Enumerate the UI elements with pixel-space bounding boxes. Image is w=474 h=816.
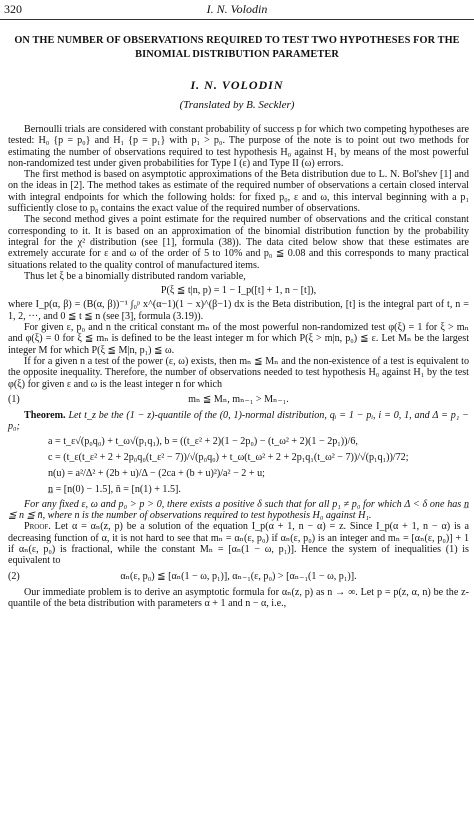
proof	[8, 521, 469, 566]
paragraph-test: For given ε, p₀ and n the critical constant mₙ of the most powerful non-randomized test φ(ξ) = 1 for ξ > mₙ and φ(ξ) = 0 for ξ ≦ mₙ is defined to be the least integer m for which P(ξ > m|n, p₀) ≦ ε. Let Mₙ be the largest integer M for which P(ξ ≦ M|n, p₁) ≦ ω.	[8, 322, 469, 356]
paragraph-final: Our immediate problem is to derive an asymptotic formula for αₙ(z, p) as n → ∞. Let p = p(z, α, n) be the z-quantile of the beta distribution with parameters α + 1 and n − α, i.e.,	[8, 586, 469, 610]
theorem-label: Theorem.	[24, 410, 66, 422]
article-author: I. N. VOLODIN	[190, 78, 284, 92]
theorem-text: Let t_z be the (1 − z)-quantile of the (0, 1)-normal distribution, qᵢ = 1 − pᵢ, i = 0, 1, and Δ = p₁ − p₀;	[8, 410, 469, 433]
equation-text: mₙ ≦ Mₙ, mₙ₋₁ > Mₙ₋₁.	[188, 393, 289, 405]
formula-bounds: n̲ = [n(0) − 1.5], n̄ = [n(1) + 1.5].	[48, 483, 181, 495]
running-header	[4, 2, 470, 18]
equation-number: (1)	[8, 393, 20, 405]
theorem-continuation: For any fixed ε, ω and p₀ > p > 0, there exists a positive δ such that for all p₁ ≠ p₀ for which Δ < δ one has n̲ ≦ n ≦ n̄, where n is the number of observations required to test hypothesis H₀ against H₁.	[8, 498, 469, 522]
equation-2	[8, 571, 469, 582]
equation-1	[8, 394, 469, 405]
translator-note: (Translated by B. Seckler)	[179, 99, 295, 111]
proof-text: Let α = αₙ(z, p) be a solution of the equation I_p(α + 1, n − α) = z. Since I_p(α + 1, n − α) is a decreasing function of α, it is not hard to see that mₙ = αₙ(ε, p₀) if αₙ(ε, p₀) is an integer and mₙ = [αₙ(ε, p₀)] + 1 if αₙ(ε, p₀) is fractional, while the constant Mₙ = [αₙ(1 − ω, p₁)]. Hence the system of inequalities (1) is equivalent to	[8, 521, 469, 567]
paragraph-second-method: The second method gives a point estimate for the required number of observations and the critical constant corresponding to it. It is based on an approximation of the binomial distribution function by the probability integral for the χ² distribution (see [1], formula (38)). The data cited below show that these estimates are extremely accurate for ε and ω of the order of 5 to 10% and p₀ ≦ 0.08 and this corresponds to many practical situations related to the quality control of manufactured items.	[8, 214, 469, 271]
paragraph-binomial: Thus let ξ be a binomially distributed random variable,	[24, 270, 246, 282]
paragraph-intro: Bernoulli trials are considered with constant probability of success p for which two competing hypotheses are tested: H₀ {p = p₀} and H₁ {p = p₁} with p₁ > p₀. The purpose of the note is to point out two methods for estimating the number of observations required to test hypothesis H₀ against H₁ by means of the most powerful non-randomized test under given probabilities for Type I (ε) and Type II (ω) errors.	[8, 124, 469, 169]
paragraph-power: If for a given n a test of the power (ε, ω) exists, then mₙ ≦ Mₙ and the non-existence of a test is equivalent to the opposite inequality. Therefore, the number of observations needed to test hypothesis H₀ against H₁ by the test φ(ξ) for given ε and ω is the least integer n for which	[8, 355, 469, 390]
equation-number: (2)	[8, 570, 20, 582]
header-rule	[0, 19, 474, 20]
formula-a-b: a = t_ε√(p₀q₀) + t_ω√(p₁q₁), b = ((t_ε² + 2)(1 − 2p₀) − (t_ω² + 2)(1 − 2p₁))/6,	[48, 435, 358, 447]
theorem	[8, 410, 469, 433]
page-number: 320	[4, 2, 22, 16]
equation-binomial: P(ξ ≦ t|n, p) = 1 − I_p([t] + 1, n − [t]),	[160, 285, 317, 297]
formula-n-u: n(u) = a²/Δ² + (2b + u)/Δ − (2ca + (b + u)²)/a² − 2 + u;	[48, 467, 265, 479]
article-body	[8, 124, 469, 609]
formula-c: c = (t_ε(t_ε² + 2 + 2p₀q₀(t_ε² − 7))/√(p₀q₀) + t_ω(t_ω² + 2 + 2p₁q₁(t_ω² − 7))/√(p₁q₁))/72;	[48, 451, 409, 463]
paragraph-first-method: The first method is based on asymptotic approximations of the Beta distribution due to L. N. Bol'shev [1] and on the ideas in [2]. The method takes as estimate of the required number of observations a certain closed interval with integral endpoints for which the following holds: for fixed p₀, ε and ω, this interval beginning with a p₁ sufficiently close to p₀ contains the exact value of the required number of observations.	[8, 169, 469, 215]
equation-text: αₙ(ε, p₀) ≦ [αₙ(1 − ω, p₁)], αₙ₋₁(ε, p₀) > [αₙ₋₁(1 − ω, p₁)].	[120, 570, 357, 582]
article-title: ON THE NUMBER OF OBSERVATIONS REQUIRED TO TEST TWO HYPOTHESES FOR THE BINOMIAL DISTRIBUTION PARAMETER	[14, 35, 460, 60]
running-head-author: I. N. Volodin	[206, 2, 268, 16]
proof-label: Proof.	[24, 521, 51, 533]
paragraph-where: where I_p(α, β) = (B(α, β))⁻¹ ∫₀ᵖ x^(α−1)(1 − x)^(β−1) dx is the Beta distribution, [t] is the integral part of t, n = 1, 2, ···, and 0 ≦ t ≦ n (see [3], formula (3.19)).	[8, 299, 469, 322]
